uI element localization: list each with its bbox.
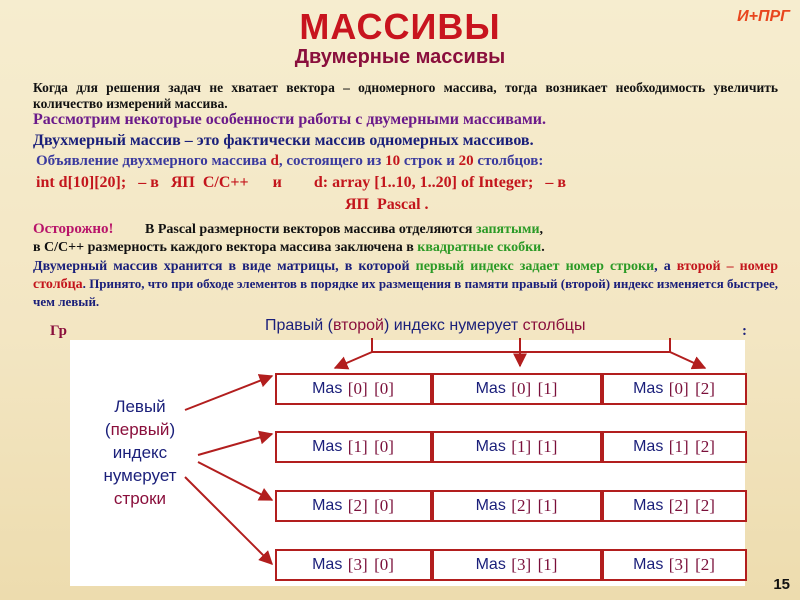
arrow-to-row-3 <box>185 477 272 564</box>
matrix-cell: Mas [3] [0] <box>275 549 432 581</box>
matrix-cell: Mas [3] [1] <box>432 549 602 581</box>
partial-text-right: : <box>742 323 747 339</box>
matrix-cell: Mas [2] [1] <box>432 490 602 522</box>
matrix-cell: Mas [1] [0] <box>275 431 432 463</box>
warning-text-c: в С/С++ размерность каждого вектора массива заключена в <box>33 240 418 255</box>
matrix-second-index: второй – номер столбца <box>33 259 779 292</box>
features-line: Рассмотрим некоторые особенности работы с двумерными массивами. <box>33 111 546 128</box>
columns-caption-c: ) индекс нумерует <box>383 317 523 334</box>
columns-caption-columns: столбцы <box>522 317 586 334</box>
matrix-cell: Mas [2] [0] <box>275 490 432 522</box>
matrix-text-c: . Принято, что при обходе элементов в порядке их размещения в памяти правый (второй) индекс изменяется быстрее, чем левый. <box>33 276 778 309</box>
rows-caption-line-1: Левый <box>114 397 166 416</box>
warning-brackets: квадратные скобки <box>417 240 542 255</box>
partial-text-left: Гр <box>50 323 67 339</box>
matrix-text-b: , а <box>654 259 677 274</box>
code-declaration-line: int d[10][20]; – в ЯП С/С++ и d: array [1..10, 1..20] of Integer; – в <box>36 174 566 191</box>
declaration-cols: 20 <box>458 153 474 169</box>
declaration-text-a: Объявление двухмерного массива <box>36 153 271 169</box>
matrix-cell: Mas [1] [2] <box>602 431 747 463</box>
rows-caption-line-2: (первый) <box>104 420 176 439</box>
columns-caption-second: второй <box>333 317 384 334</box>
slide-title: МАССИВЫ <box>299 6 501 47</box>
matrix-cell: Mas [2] [2] <box>602 490 747 522</box>
matrix-cell: Mas [3] [2] <box>602 549 747 581</box>
arrow-to-col-2 <box>670 352 705 368</box>
warning-commas: запятыми <box>476 222 540 237</box>
arrow-to-col-0 <box>335 352 372 368</box>
slide-subtitle: Двумерные массивы <box>294 46 506 68</box>
arrow-to-row-0 <box>185 376 272 410</box>
columns-caption <box>150 317 800 335</box>
warning-label: Осторожно! <box>33 221 114 237</box>
matrix-cell: Mas [0] [2] <box>602 373 747 405</box>
declaration-text-g: столбцов: <box>473 153 544 169</box>
declaration-var: d <box>270 153 279 169</box>
declaration-text-e: строк и <box>400 153 459 169</box>
rows-caption-line-4: нумерует <box>103 466 177 485</box>
matrix-text-a: Двумерный массив хранится в виде матрицы, в которой <box>33 259 416 274</box>
columns-caption-a: Правый ( <box>265 317 334 334</box>
rows-caption <box>85 395 195 510</box>
arrow-to-row-1 <box>198 434 272 455</box>
matrix-cell: Mas [0] [0] <box>275 373 432 405</box>
course-tag: И+ПРГ <box>737 8 790 25</box>
rows-caption-line-3: индекс <box>112 443 168 462</box>
code-declaration-line-2: ЯП Pascal . <box>345 196 429 213</box>
intro-paragraph: Когда для решения задач не хватает вектора – одномерного массива, тогда возникает необходимость увеличить количество измерений массива. <box>33 80 778 111</box>
page-number: 15 <box>773 576 790 593</box>
matrix-first-index: первый индекс задает номер строки <box>415 259 655 274</box>
arrow-to-row-2 <box>198 462 272 500</box>
warning-text-d: . <box>541 240 545 255</box>
matrix-cell: Mas [1] [1] <box>432 431 602 463</box>
warning-text-b: , <box>539 222 544 237</box>
rows-caption-line-5: строки <box>113 489 167 508</box>
declaration-rows: 10 <box>385 153 401 169</box>
warning-text-a: В Pascal размерности векторов массива отделяются <box>113 222 477 237</box>
declaration-text-c: , состоящего из <box>278 153 386 169</box>
matrix-cell: Mas [0] [1] <box>432 373 602 405</box>
definition-line: Двухмерный массив – это фактически массив одномерных массивов. <box>33 132 534 149</box>
